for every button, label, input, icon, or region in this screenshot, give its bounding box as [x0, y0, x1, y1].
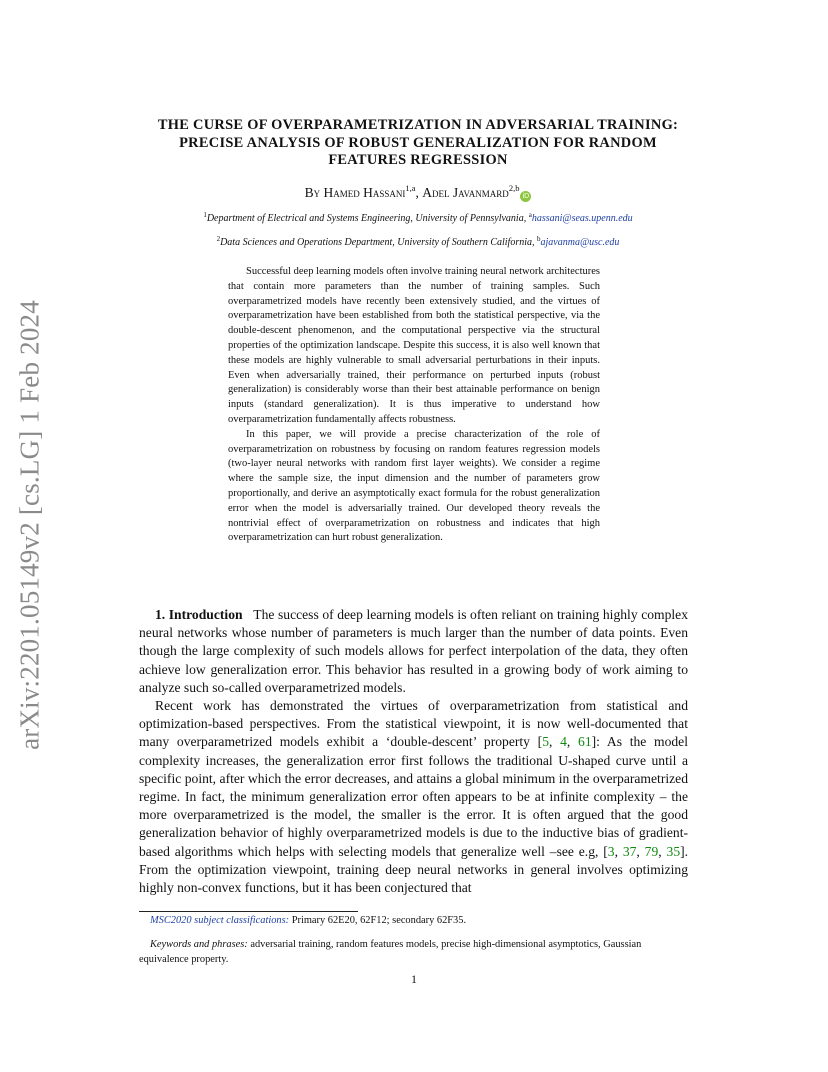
- citation-link[interactable]: 61: [578, 734, 592, 750]
- author-hassani-affil: 1,a: [405, 183, 416, 193]
- affiliation-2-number: 2: [216, 235, 221, 243]
- email-1-marker: a: [528, 211, 532, 219]
- keywords-text: adversarial training, random features models, precise high-dimensional asymptotics, Gaussian equivalence property.: [139, 939, 642, 965]
- affiliation-1-text: Department of Electrical and Systems Engineering, University of Pennsylvania,: [206, 213, 527, 224]
- title-line-1: THE CURSE OF OVERPARAMETRIZATION IN ADVERSARIAL TRAINING:: [157, 117, 679, 133]
- intro-paragraph-2: Recent work has demonstrated the virtues of overparametrization from statistical and optimization-based perspectives. From the statistical viewpoint, it is now well-documented that many overparametrized models exhibit a ‘double-descent’ property [5, 4, 61]: As the model complexity increases, the generalization error first follows the traditional U-shaped curve until a specific point, after which the error decreases, and attains a global minimum in the overparametrized regime. In fact, the minimum generalization error often appears to be at infinite complexity – the more overparametrized is the model, the smaller is the error. It is often argued that the good generalization behavior of highly overparametrized models is due to the inductive bias of gradient-based algorithms which helps with selecting models that generalize well –see e.g, [3, 37, 79, 35]. From the optimization viewpoint, training deep neural networks in general involves optimizing highly non-convex functions, but it has been conjectured that: [139, 698, 689, 896]
- section-heading: 1. Introduction: [155, 607, 243, 622]
- email-link-hassani[interactable]: hassani@seas.upenn.edu: [531, 213, 633, 224]
- orcid-icon[interactable]: iD: [520, 191, 531, 202]
- author-prefix: By: [304, 185, 321, 200]
- citation-link[interactable]: 35: [666, 843, 681, 859]
- intro-paragraph-1-text: The success of deep learning models is often reliant on training highly complex neural networks whose number of parameters is much larger than the number of data points. Even though the large complexity of such models allows for perfect interpolation of the data, they often achieve low generalization error. This behavior has resulted in a growing body of work aiming to analyze such so-called overparametrized models.: [139, 607, 688, 695]
- intro-paragraph-1: [139, 606, 688, 697]
- affiliation-1: [138, 211, 698, 224]
- abstract-paragraph-2: In this paper, we will provide a precise characterization of the role of overparametrization on robustness by focusing on random features regression models (two-layer neural networks with random first layer weights). We consider a regime where the sample size, the input dimension and the number of parameters grow proportionally, and derive an asymptotically exact formula for the robust generalization error when the model is adversarially trained. Our developed theory reveals the nontrivial effect of overparametrization on robustness and indicates that high overparametrization can hurt robust generalization.: [228, 428, 600, 544]
- abstract-paragraph-1: Successful deep learning models often involve training neural network architectures that contain more parameters than the number of training samples. Such overparametrized models have recently been extensively studied, and the virtues of overparametrization have been established from both the statistical perspective, via the double-descent phenomenon, and the computational perspective via the structural properties of the optimization landscape. Despite this success, it is also well known that these models are highly vulnerable to small adversarial perturbations in their inputs. Even when adversarially trained, their performance on perturbed inputs (robust generalization) is considerably worse than their best attainable performance on benign inputs (standard generalization). It is thus imperative to understand how overparametrization fundamentally affects robustness.: [228, 266, 600, 425]
- keywords-footnote: [139, 937, 690, 967]
- footnote-divider: [139, 911, 358, 912]
- introduction-section: [139, 606, 688, 897]
- email-2-marker: b: [537, 235, 541, 243]
- page-number: 1: [411, 972, 417, 986]
- citation-link[interactable]: 4: [560, 734, 567, 750]
- msc-footnote: [150, 915, 690, 926]
- msc-label[interactable]: MSC2020 subject classifications:: [150, 915, 290, 926]
- intro-paragraph-2-part-a: Recent work has demonstrated the virtues of overparametrization from statistical and optimization-based perspectives. From the statistical viewpoint, it is now well-documented that many overparametrized models exhibit a ‘double-descent’ property [: [139, 698, 688, 750]
- keywords-label: Keywords and phrases:: [150, 939, 248, 950]
- paper-title: [138, 117, 698, 170]
- author-hassani: Hamed Hassani: [323, 185, 406, 200]
- affiliation-1-number: 1: [203, 211, 207, 219]
- citation-link[interactable]: 3: [607, 843, 615, 859]
- author-javanmard-affil: 2,b: [508, 183, 520, 193]
- arxiv-sidebar: [8, 290, 52, 760]
- affiliation-2-text: Data Sciences and Operations Department, University of Southern California,: [220, 237, 535, 248]
- author-separator: ,: [415, 185, 419, 200]
- title-line-2: PRECISE ANALYSIS OF ROBUST GENERALIZATION FOR RANDOM: [179, 134, 657, 151]
- author-line: [138, 183, 698, 202]
- msc-text: Primary 62E20, 62F12; secondary 62F35.: [291, 915, 467, 926]
- author-javanmard: Adel Javanmard: [422, 185, 509, 200]
- citation-link[interactable]: 79: [644, 843, 659, 859]
- intro-paragraph-2-part-c: ]. From the optimization viewpoint, training deep neural networks in general involves optimizing highly non-convex functions, but it has been conjectured that: [139, 843, 689, 896]
- citation-link[interactable]: 37: [622, 843, 637, 859]
- email-link-javanmard[interactable]: ajavanma@usc.edu: [540, 237, 620, 248]
- abstract: [228, 265, 600, 546]
- affiliation-2: [138, 235, 698, 248]
- arxiv-identifier: arXiv:2201.05149v2 [cs.LG] 1 Feb 2024: [14, 300, 45, 750]
- title-line-3: FEATURES REGRESSION: [328, 152, 508, 168]
- intro-paragraph-2-part-b: ]: As the model complexity increases, the generalization error first follows the traditional U-shaped curve until a specific point, after which the error decreases, and attains a global minimum in the overparametrized regime. In fact, the minimum generalization error often appears to be at infinite complexity – the more overparametrized is the model, the smaller is the error. It is often argued that the good generalization behavior of highly overparametrized models is due to the inductive bias of gradient-based algorithms which helps with selecting models that generalize well –see e.g, [: [139, 734, 688, 859]
- citation-link[interactable]: 5: [542, 734, 550, 750]
